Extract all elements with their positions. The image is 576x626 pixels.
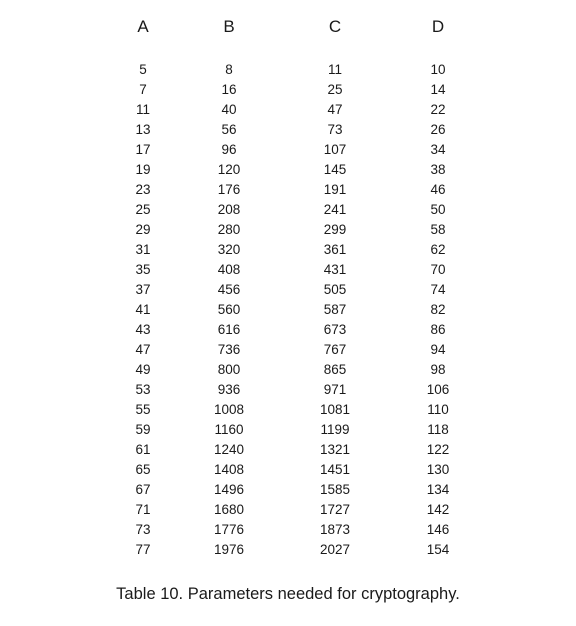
cell-b: 280 (217, 222, 241, 237)
cell-c: 865 (323, 362, 347, 377)
cell-d: 38 (430, 162, 446, 177)
cell-d: 10 (430, 62, 446, 77)
table-row (0, 540, 576, 560)
cell-c: 191 (323, 182, 347, 197)
cell-d: 122 (426, 442, 450, 457)
table-row (0, 220, 576, 240)
cell-b: 120 (217, 162, 241, 177)
table-row (0, 480, 576, 500)
cell-a: 71 (135, 502, 151, 517)
table-row (0, 420, 576, 440)
cell-c: 2027 (319, 542, 351, 557)
cell-c: 1321 (319, 442, 351, 457)
cell-d: 134 (426, 482, 450, 497)
cell-d: 14 (430, 82, 446, 97)
cell-c: 1199 (320, 422, 350, 437)
cell-c: 767 (323, 342, 347, 357)
cell-a: 65 (135, 462, 151, 477)
cell-b: 1976 (213, 542, 245, 557)
cell-b: 408 (217, 262, 241, 277)
cell-d: 154 (426, 542, 450, 557)
cell-c: 673 (323, 322, 347, 337)
table-row (0, 400, 576, 420)
cell-c: 241 (323, 202, 347, 217)
cell-b: 1496 (213, 482, 245, 497)
cell-c: 505 (323, 282, 347, 297)
cell-b: 1008 (213, 402, 245, 417)
table-row (0, 180, 576, 200)
cell-d: 94 (430, 342, 446, 357)
cell-c: 145 (323, 162, 347, 177)
cell-c: 47 (327, 102, 343, 117)
cell-a: 49 (135, 362, 151, 377)
cell-c: 1451 (319, 462, 351, 477)
cell-a: 61 (135, 442, 151, 457)
cell-c: 73 (327, 122, 343, 137)
cell-b: 208 (217, 202, 241, 217)
cell-c: 299 (323, 222, 347, 237)
table-row (0, 380, 576, 400)
cell-a: 77 (135, 542, 151, 557)
table-row (0, 300, 576, 320)
cell-d: 106 (426, 382, 450, 397)
cell-b: 8 (225, 62, 233, 77)
cell-a: 59 (135, 422, 151, 437)
cell-d: 58 (430, 222, 446, 237)
table-row (0, 340, 576, 360)
cell-c: 361 (323, 242, 347, 257)
cell-b: 936 (217, 382, 241, 397)
table-row (0, 140, 576, 160)
cell-d: 130 (426, 462, 450, 477)
table-row (0, 520, 576, 540)
cell-a: 29 (135, 222, 151, 237)
cell-c: 1873 (319, 522, 351, 537)
cell-d: 26 (430, 122, 446, 137)
cell-d: 86 (430, 322, 446, 337)
table-row (0, 100, 576, 120)
table-header-row (0, 14, 576, 40)
column-header-b: B (223, 17, 235, 36)
table-row (0, 260, 576, 280)
cell-b: 96 (221, 142, 237, 157)
table-row (0, 60, 576, 80)
table-row (0, 240, 576, 260)
cell-c: 971 (323, 382, 347, 397)
cell-d: 74 (430, 282, 446, 297)
cell-b: 616 (217, 322, 241, 337)
cell-d: 34 (430, 142, 446, 157)
cell-b: 1680 (213, 502, 245, 517)
cell-a: 23 (135, 182, 151, 197)
cell-d: 22 (430, 102, 446, 117)
table-row (0, 280, 576, 300)
table-row (0, 120, 576, 140)
cell-a: 43 (135, 322, 151, 337)
cell-b: 1776 (213, 522, 245, 537)
cell-a: 11 (135, 102, 150, 117)
cell-a: 67 (135, 482, 151, 497)
cell-c: 11 (327, 62, 342, 77)
cell-b: 560 (217, 302, 241, 317)
cell-d: 62 (430, 242, 446, 257)
cell-a: 73 (135, 522, 151, 537)
table-caption: Table 10. Parameters needed for cryptography. (116, 585, 460, 603)
table-row (0, 200, 576, 220)
cell-a: 7 (139, 82, 147, 97)
cell-d: 110 (427, 402, 449, 417)
cell-b: 800 (217, 362, 241, 377)
cell-d: 46 (430, 182, 446, 197)
cell-c: 25 (327, 82, 343, 97)
table-row (0, 460, 576, 480)
cell-c: 107 (323, 142, 347, 157)
column-header-d: D (431, 17, 445, 36)
cell-a: 35 (135, 262, 151, 277)
cell-d: 118 (427, 422, 449, 437)
cell-a: 5 (139, 62, 147, 77)
cell-a: 13 (135, 122, 151, 137)
cell-a: 17 (135, 142, 151, 157)
table-row (0, 320, 576, 340)
cell-b: 456 (217, 282, 241, 297)
cell-b: 40 (221, 102, 237, 117)
cell-c: 1727 (319, 502, 351, 517)
cell-b: 1240 (213, 442, 245, 457)
cell-a: 47 (135, 342, 151, 357)
table-row (0, 500, 576, 520)
cell-c: 1081 (319, 402, 351, 417)
cell-c: 587 (323, 302, 347, 317)
cell-b: 1160 (214, 422, 244, 437)
cell-b: 16 (221, 82, 237, 97)
cell-b: 56 (221, 122, 237, 137)
cell-a: 25 (135, 202, 151, 217)
column-header-c: C (328, 17, 342, 36)
cell-d: 98 (430, 362, 446, 377)
cell-a: 41 (135, 302, 151, 317)
cell-b: 736 (217, 342, 241, 357)
cell-a: 53 (135, 382, 151, 397)
table-row (0, 440, 576, 460)
cell-d: 146 (426, 522, 450, 537)
cell-a: 31 (135, 242, 151, 257)
cell-b: 176 (217, 182, 241, 197)
cell-c: 431 (323, 262, 347, 277)
table-row (0, 160, 576, 180)
cell-d: 82 (430, 302, 446, 317)
cell-d: 50 (430, 202, 446, 217)
cell-d: 70 (430, 262, 446, 277)
table-row (0, 360, 576, 380)
table-row (0, 80, 576, 100)
column-header-a: A (137, 17, 149, 36)
cell-b: 320 (217, 242, 241, 257)
cell-a: 55 (135, 402, 151, 417)
cell-b: 1408 (213, 462, 245, 477)
cell-a: 37 (135, 282, 151, 297)
cell-c: 1585 (319, 482, 351, 497)
cell-a: 19 (135, 162, 151, 177)
cell-d: 142 (426, 502, 450, 517)
